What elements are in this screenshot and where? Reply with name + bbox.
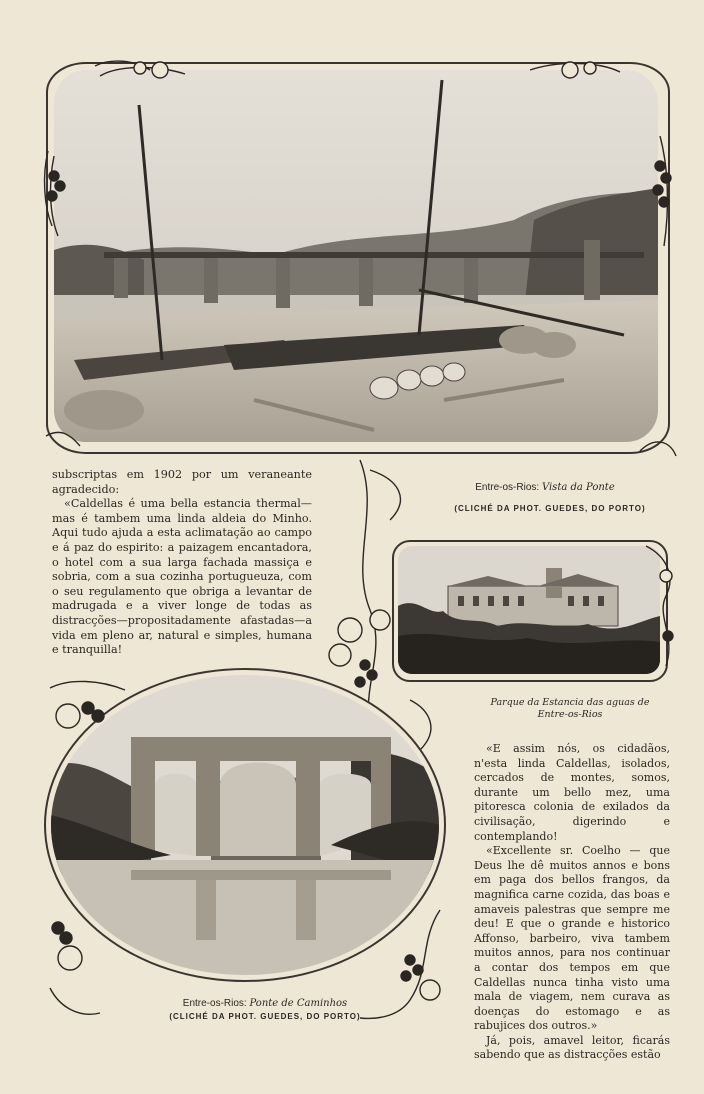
right-paragraph-3: Já, pois, amavel leitor, ficarás sabendo que as distracções estão <box>474 1033 670 1062</box>
right-paragraph-1: «E assim nós, os cidadãos, n'esta linda Caldellas, isolados, cercados de montes, somos, durante um bello mez, uma pitoresca colonia de exilados da civilisação, digerindo e contemplando! <box>474 742 670 843</box>
oval-photo-caption <box>100 998 430 1009</box>
left-paragraph-2: «Caldellas é uma bella estancia thermal— mas é tambem uma linda aldeia do Minho. Aqui tudo ajuda a esta aclimatação ao campo e á paz do espirito: a paizagem encantadora, o hotel com a sua larga fachada massiça e sobria, com a sua cozinha portugueuza, com o seu regulamento que obriga a levantar de madrugada e a viver longe de todas as distracções—propositadamente afastadas—a vida em pleno ar, natural e simples, humana e tranquilla! <box>52 497 312 657</box>
right-photo-scene <box>398 546 660 674</box>
top-caption-title: Vista da Ponte <box>541 482 615 493</box>
top-photo-credit: (CLICHÉ DA PHOT. GUEDES, DO PORTO) <box>454 504 646 513</box>
left-text-column <box>52 468 312 658</box>
floral-ornament-top-right <box>520 56 680 476</box>
floral-ornament-oval-left <box>40 668 140 1038</box>
oval-caption-place: Entre-os-Rios: <box>182 998 247 1009</box>
right-paragraph-2: «Excellente sr. Coelho — que Deus lhe dê muitos annos e bons em paga dos bellos frangos, da magnifica carne cozida, das boas e amaveis palestras que sempre me deu! E que o grande e historico Affonso, barbeiro, viva tambem muitos annos, para nos continuar a contar dos tempos em que Caldellas nunca tinha visto uma mala de viagem, nem curava as doenças do estomago e as rabujices dos outros.» <box>474 844 670 1033</box>
right-photo-caption: Parque da Estancia das aguas de Entre-os-Rios <box>490 697 650 720</box>
oval-photo-credit: (CLICHÉ DA PHOT. GUEDES, DO PORTO) <box>169 1012 361 1021</box>
right-text-column <box>474 742 670 1063</box>
top-caption-place: Entre-os-Rios: <box>475 482 540 493</box>
oval-caption-title: Ponte de Caminhos <box>249 998 348 1009</box>
floral-ornament-top-left <box>40 56 190 456</box>
right-photo-frame <box>392 540 668 682</box>
left-paragraph-1: subscriptas em 1902 por um veraneante agradecido: <box>52 468 312 496</box>
floral-ornament-right-photo <box>636 536 686 686</box>
